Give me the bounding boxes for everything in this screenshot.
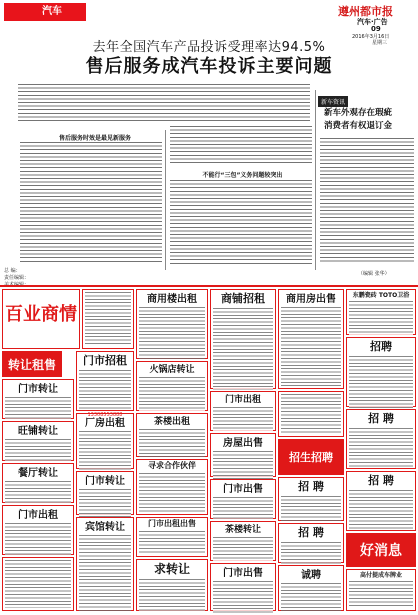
ad-shangfang2 [278, 391, 344, 437]
ad-fangwu [210, 433, 276, 477]
ad-title: 商用楼出租 [147, 294, 197, 305]
ad-toto [346, 289, 416, 335]
article-headline: 售后服务成汽车投诉主要问题 [85, 56, 333, 77]
ad-title: 东鹏瓷砖 TOTO卫浴 [352, 292, 410, 299]
ad-chalouzr [210, 521, 276, 561]
ad-mschuzu [2, 505, 74, 555]
ad-xunqiu [136, 459, 208, 515]
ad-title: 招聘 [370, 340, 392, 353]
newspaper-name: 遵州都市报 [338, 5, 393, 18]
ad-title: 门市出售 [223, 484, 263, 495]
ad-title: 旺铺转让 [18, 426, 58, 437]
ad-title: 茶楼转让 [224, 525, 261, 535]
side-divider [315, 90, 316, 270]
ad-title: 招 聘 [368, 412, 394, 425]
ad-qiuzr [136, 559, 208, 611]
ad-title: 转让租售 [7, 358, 56, 372]
ad-zhaopin2 [346, 409, 416, 469]
ad-zhaosheng [278, 439, 344, 475]
ad-zhaopin4 [278, 523, 344, 563]
ad-mscs [210, 479, 276, 519]
ad-zhaopin5 [346, 471, 416, 531]
section-logo: 汽车 [4, 3, 86, 21]
ad-title: 高付提成车牌业 [359, 572, 402, 579]
ad-title: 商用房出售 [286, 294, 336, 305]
ad-wpzr [2, 421, 74, 461]
credit-line: 美术编辑： [4, 282, 30, 288]
ad-title: 招 聘 [298, 480, 324, 493]
ad-mfzr [2, 379, 74, 419]
ad-binguan [76, 517, 134, 611]
ad-title: 求转让 [153, 562, 190, 576]
subheading-1: 售后服务时效是最见新服务 [58, 135, 131, 142]
masthead [0, 0, 418, 46]
ad-hxx [346, 533, 416, 567]
subheading-2: 不能行“三包”义务问题较突出 [202, 172, 283, 179]
ad-shanglou [136, 289, 208, 359]
ad-chufang [76, 413, 134, 469]
sidebar-tag: 新车资讯 [318, 96, 348, 107]
ad-title: 房屋出售 [223, 438, 263, 449]
ad-title: 寻求合作伙伴 [148, 461, 196, 470]
ad-title: 门市出租 [224, 395, 261, 405]
ad-zhuanrang [2, 351, 62, 377]
ad-col1-bottom [2, 557, 74, 611]
ad-title: 百业商情 [5, 304, 77, 325]
classified-ads [0, 285, 418, 615]
issue-date: 2016年3月16日 [352, 34, 390, 40]
article-col2 [170, 126, 312, 164]
article-col1 [20, 142, 162, 262]
column-divider [165, 130, 166, 270]
ad-zhaopin1 [346, 337, 416, 407]
editor-note: （编辑 张华） [358, 271, 390, 277]
ad-title: 门市出租出售 [148, 519, 196, 528]
ad-baiye [2, 289, 80, 349]
sidebar-text [320, 138, 414, 264]
ad-ctzr [2, 463, 74, 503]
page-number: 09 [371, 25, 381, 33]
ad-title: 门市招租 [83, 354, 127, 367]
ad-msczu [210, 391, 276, 431]
ad-chalou [136, 413, 208, 457]
ad-title: 诚聘 [301, 570, 321, 581]
credit-line: 总 编： [4, 268, 21, 274]
credit-line: 责任编辑： [4, 275, 30, 281]
sidebar-headline-1: 新车外观存在瑕疵 [324, 108, 393, 118]
ad-title: 宾馆转让 [85, 522, 125, 533]
issue-weekday: 星期三 [372, 40, 388, 46]
ad-title: 门市转让 [85, 476, 125, 487]
ad-title: 招 聘 [368, 474, 394, 487]
ad-msc2 [210, 563, 276, 611]
ad-title: 门市转让 [18, 384, 58, 395]
ad-phone: 13308553888 [87, 412, 123, 418]
ad-title: 好消息 [360, 543, 402, 559]
sidebar-headline-2: 消费者有权退订金 [324, 121, 393, 131]
section-name: 汽车·广告 [357, 18, 388, 26]
ad-title: 餐厅转让 [18, 468, 58, 479]
article-intro [18, 84, 310, 122]
ad-title: 火锅店转让 [149, 365, 195, 375]
ad-shangpu [210, 289, 276, 389]
article-col2b [170, 180, 312, 264]
ad-notice [82, 289, 134, 349]
ad-chengpin [278, 565, 344, 611]
ad-zhaopin3 [278, 477, 344, 521]
article-kicker: 去年全国汽车产品投诉受理率达94.5% [92, 40, 326, 55]
ad-title: 商铺招租 [221, 292, 265, 305]
ad-huoguo [136, 361, 208, 411]
ad-title: 门市出售 [223, 568, 263, 579]
ad-mszhaozu [76, 351, 134, 418]
ad-shangyong [278, 289, 344, 389]
ad-title: 茶楼出租 [153, 417, 190, 427]
ad-title: 招生招聘 [289, 451, 333, 464]
ad-gaofu [346, 569, 416, 611]
ad-mschushou [136, 517, 208, 557]
ad-title: 门市出租 [18, 510, 58, 521]
ad-mszr2 [76, 471, 134, 515]
ad-title: 厂房出租 [85, 418, 125, 429]
ad-title: 招 聘 [298, 526, 324, 539]
